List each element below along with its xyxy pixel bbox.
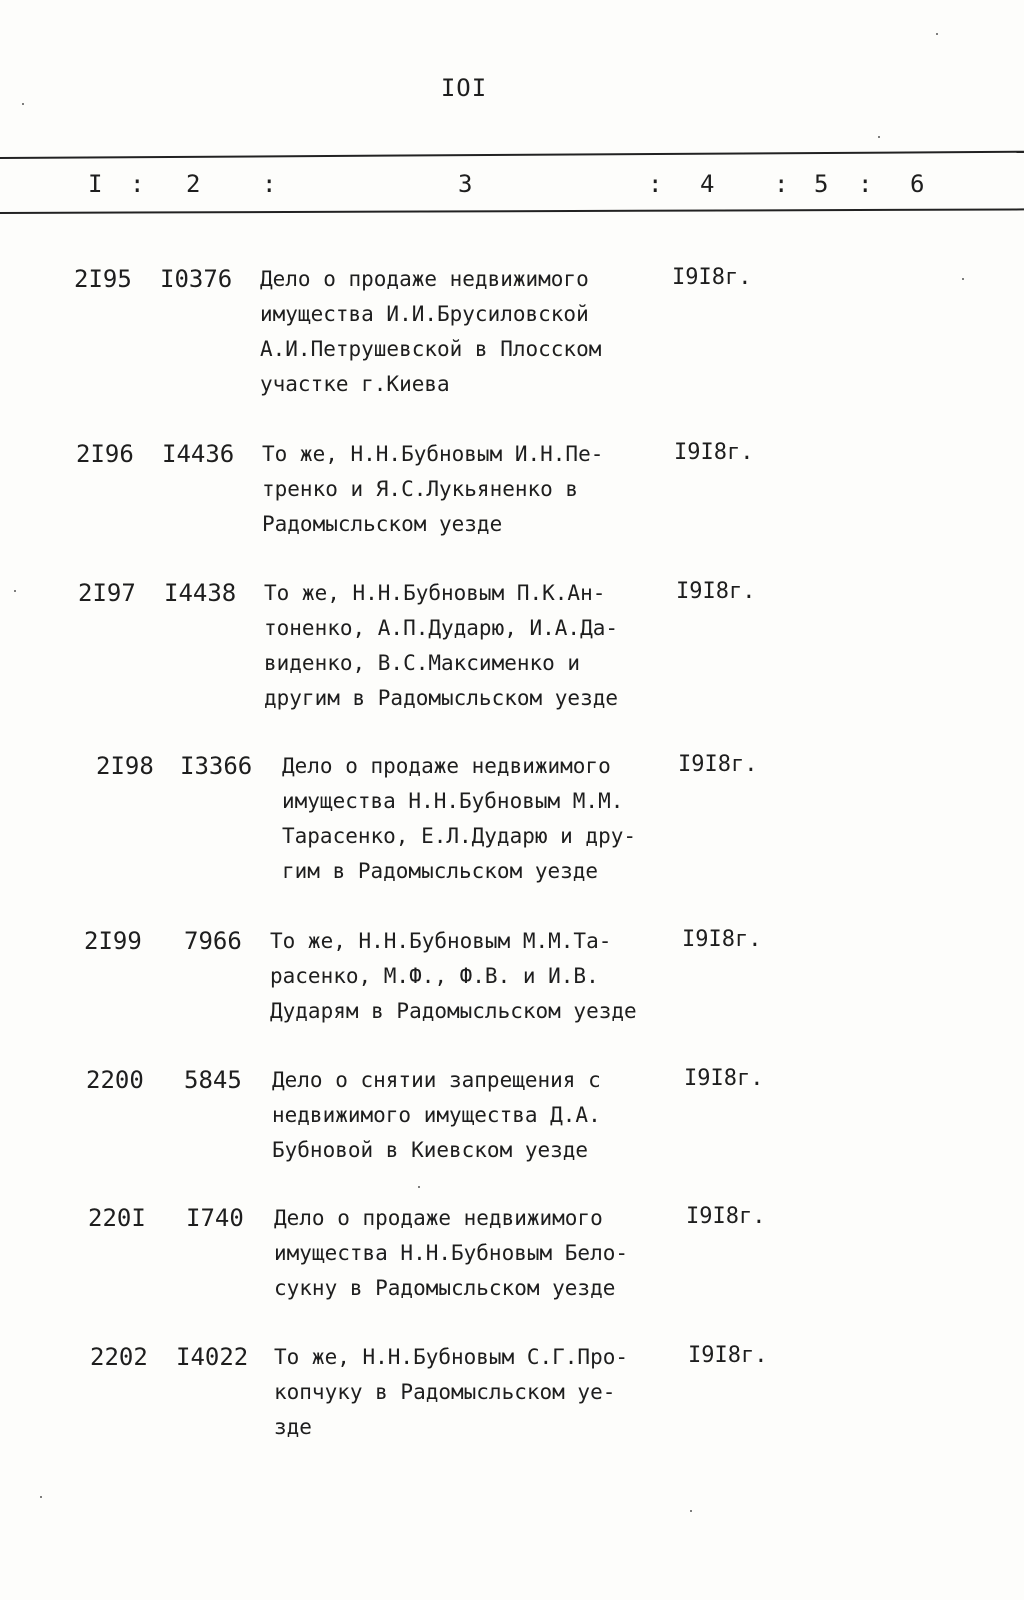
entry-description (262, 437, 682, 542)
entry-number: 2I97 (78, 579, 136, 607)
description-line: Тарасенко, Е.Л.Дударю и дру- (282, 824, 637, 848)
column-separator: : (858, 170, 873, 198)
entry-description (274, 1340, 694, 1445)
entry-reference: I4022 (176, 1343, 249, 1371)
entry-number: 2I99 (84, 927, 142, 955)
entry-year: I9I8г. (678, 752, 758, 777)
description-line: гим в Радомысльском уезде (282, 859, 599, 883)
description-line: недвижимого имущества Д.А. (272, 1103, 601, 1127)
scan-speck (690, 1510, 692, 1512)
entry-year: I9I8г. (682, 927, 762, 952)
entry-year: I9I8г. (686, 1204, 766, 1229)
column-header-2: 2 (186, 170, 201, 198)
scan-speck (936, 33, 938, 35)
description-line: имущества И.И.Брусиловской (260, 302, 589, 326)
entry-year: I9I8г. (672, 265, 752, 290)
entry-description (270, 924, 690, 1029)
entry-reference: I0376 (160, 265, 233, 293)
description-line: тоненко, А.П.Дударю, И.А.Да- (264, 616, 619, 640)
description-line: Бубновой в Киевском уезде (272, 1138, 589, 1162)
description-line: тренко и Я.С.Лукьяненко в (262, 477, 579, 501)
entry-number: 2I98 (96, 752, 154, 780)
header-top-rule (0, 151, 1024, 159)
scan-speck (878, 136, 880, 138)
column-header-1: I (88, 170, 103, 198)
entry-year: I9I8г. (684, 1066, 764, 1091)
description-line: Дело о снятии запрещения с (272, 1068, 601, 1092)
description-line: А.И.Петрушевской в Плосском (260, 337, 602, 361)
description-line: Дело о продаже недвижимого (274, 1206, 603, 1230)
entry-reference: I4436 (162, 440, 235, 468)
header-bottom-rule (0, 208, 1024, 214)
description-line: имущества Н.Н.Бубновым М.М. (282, 789, 624, 813)
description-line: Дело о продаже недвижимого (260, 267, 589, 291)
description-line: Дударям в Радомысльском уезде (270, 999, 637, 1023)
entry-description (272, 1063, 692, 1168)
entry-reference: I4438 (164, 579, 237, 607)
entry-year: I9I8г. (676, 579, 756, 604)
description-line: То же, Н.Н.Бубновым И.Н.Пе- (262, 442, 604, 466)
column-header-5: 5 (814, 170, 829, 198)
entry-reference: 5845 (184, 1066, 242, 1094)
scan-speck (14, 590, 16, 592)
column-separator: : (774, 170, 789, 198)
description-line: другим в Радомысльском уезде (264, 686, 619, 710)
entry-number: 2I95 (74, 265, 132, 293)
scan-speck (962, 278, 964, 280)
description-line: участке г.Киева (260, 372, 450, 396)
description-line: Радомысльском уезде (262, 512, 503, 536)
entry-reference: 7966 (184, 927, 242, 955)
entry-year: I9I8г. (688, 1343, 768, 1368)
column-header-6: 6 (910, 170, 925, 198)
entry-description (274, 1201, 694, 1306)
description-line: зде (274, 1415, 312, 1439)
column-separator: : (130, 170, 145, 198)
description-line: сукну в Радомысльском уезде (274, 1276, 616, 1300)
description-line: имущества Н.Н.Бубновым Бело- (274, 1241, 629, 1265)
scan-speck (40, 1496, 42, 1498)
scan-speck (22, 103, 24, 105)
column-header-3: 3 (458, 170, 473, 198)
scan-speck (418, 1186, 420, 1188)
entry-number: 2202 (90, 1343, 148, 1371)
description-line: расенко, М.Ф., Ф.В. и И.В. (270, 964, 599, 988)
entry-year: I9I8г. (674, 440, 754, 465)
column-separator: : (262, 170, 277, 198)
description-line: То же, Н.Н.Бубновым С.Г.Про- (274, 1345, 629, 1369)
entry-number: 2I96 (76, 440, 134, 468)
description-line: То же, Н.Н.Бубновым М.М.Та- (270, 929, 612, 953)
column-separator: : (648, 170, 663, 198)
description-line: Дело о продаже недвижимого (282, 754, 611, 778)
entry-description (260, 262, 680, 402)
description-line: копчуку в Радомысльском уе- (274, 1380, 616, 1404)
entry-number: 220I (88, 1204, 146, 1232)
column-header-4: 4 (700, 170, 715, 198)
description-line: То же, Н.Н.Бубновым П.К.Ан- (264, 581, 606, 605)
entry-description (264, 576, 684, 716)
description-line: виденко, В.С.Максименко и (264, 651, 581, 675)
entry-number: 2200 (86, 1066, 144, 1094)
entry-reference: I740 (186, 1204, 244, 1232)
entry-reference: I3366 (180, 752, 253, 780)
entry-description (282, 749, 702, 889)
page-number: IOI (440, 74, 488, 102)
